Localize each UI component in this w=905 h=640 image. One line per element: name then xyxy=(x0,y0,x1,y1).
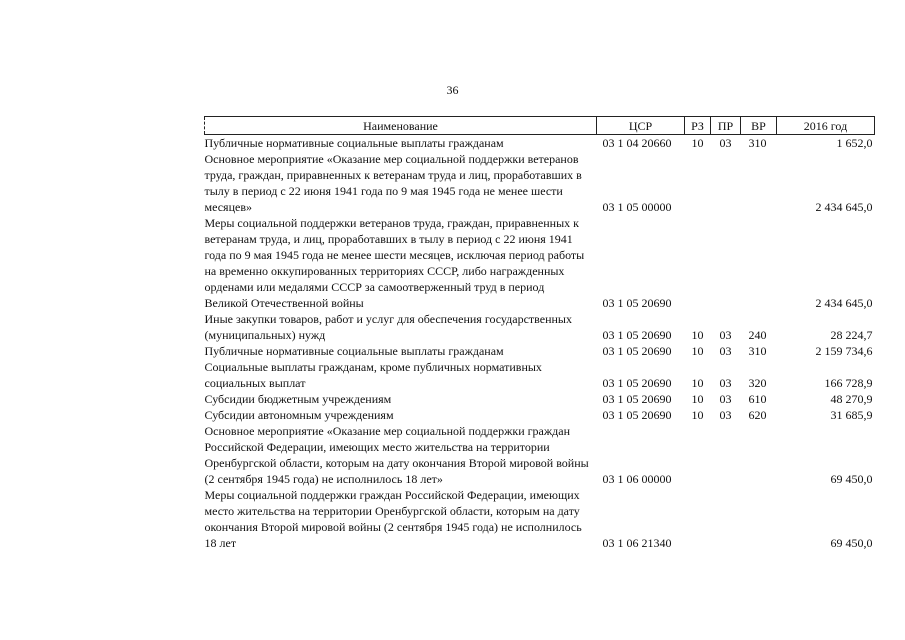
page-number: 36 xyxy=(446,83,459,97)
table-row xyxy=(205,311,875,343)
row-pr: 03 xyxy=(719,344,732,358)
row-rz: 10 xyxy=(691,392,704,406)
row-csr: 03 1 05 20690 xyxy=(602,296,672,310)
row-csr: 03 1 05 20690 xyxy=(602,344,672,358)
row-rz: 10 xyxy=(691,328,704,342)
table-row xyxy=(205,391,875,407)
table-row xyxy=(205,135,875,152)
table-row xyxy=(205,487,875,551)
row-csr: 03 1 05 20690 xyxy=(602,408,672,422)
row-name: Субсидии бюджетным учреждениям xyxy=(204,392,392,406)
row-amount: 69 450,0 xyxy=(830,472,873,486)
row-pr: 03 xyxy=(719,392,732,406)
header-csr: ЦСР xyxy=(597,117,685,135)
row-name: Публичные нормативные социальные выплаты гражданам xyxy=(204,136,504,150)
header-vr: ВР xyxy=(741,117,777,135)
row-csr: 03 1 06 21340 xyxy=(602,536,672,550)
row-amount: 28 224,7 xyxy=(830,328,873,342)
table-row xyxy=(205,423,875,487)
row-vr xyxy=(741,215,777,311)
row-name: Меры социальной поддержки граждан Российской Федерации, имеющих место жительства на территории Оренбургской области, которым на дату окончания Второй мировой войны (2 сентября 1945 года) не исполнилось 18 лет xyxy=(204,488,582,550)
header-name: Наименование xyxy=(205,117,597,135)
row-amount: 166 728,9 xyxy=(824,376,873,390)
row-rz: 10 xyxy=(691,344,704,358)
header-year: 2016 год xyxy=(777,117,875,135)
row-csr: 03 1 05 20690 xyxy=(602,328,672,342)
row-name: Основное мероприятие «Оказание мер социальной поддержки ветеранов труда, граждан, приравненных к ветеранам труда и лиц, проработавших в тылу в период с 22 июня 1941 года по 9 мая 1945 года не менее шести месяцев» xyxy=(204,152,582,214)
row-amount: 2 159 734,6 xyxy=(815,344,873,358)
row-amount: 1 652,0 xyxy=(836,136,873,150)
row-vr xyxy=(741,423,777,487)
row-rz xyxy=(685,423,711,487)
row-pr xyxy=(711,487,741,551)
row-name: Основное мероприятие «Оказание мер социальной поддержки граждан Российской Федерации, имеющих место жительства на территории Оренбургской области, которым на дату окончания Второй мировой войны (2 сентября 1945 года) не исполнилось 18 лет» xyxy=(204,424,589,486)
row-pr xyxy=(711,215,741,311)
row-rz: 10 xyxy=(691,376,704,390)
row-name: Социальные выплаты гражданам, кроме публичных нормативных социальных выплат xyxy=(204,360,542,390)
table-row xyxy=(205,215,875,311)
row-name: Субсидии автономным учреждениям xyxy=(204,408,394,422)
row-rz: 10 xyxy=(691,408,704,422)
row-vr xyxy=(741,487,777,551)
row-name: Иные закупки товаров, работ и услуг для обеспечения государственных (муниципальных) нужд xyxy=(204,312,572,342)
row-rz xyxy=(685,151,711,215)
row-amount: 2 434 645,0 xyxy=(815,296,873,310)
row-csr: 03 1 06 00000 xyxy=(602,472,672,486)
row-pr: 03 xyxy=(719,376,732,390)
table-row xyxy=(205,151,875,215)
row-amount: 48 270,9 xyxy=(830,392,873,406)
row-vr: 620 xyxy=(748,408,767,422)
row-rz xyxy=(685,487,711,551)
row-csr: 03 1 05 00000 xyxy=(602,200,672,214)
table-row xyxy=(205,343,875,359)
row-pr xyxy=(711,151,741,215)
row-vr: 320 xyxy=(748,376,767,390)
row-vr: 310 xyxy=(748,344,767,358)
row-pr: 03 xyxy=(719,136,732,150)
row-csr: 03 1 04 20660 xyxy=(602,136,672,150)
row-name: Публичные нормативные социальные выплаты гражданам xyxy=(204,344,504,358)
row-pr: 03 xyxy=(719,408,732,422)
row-vr: 240 xyxy=(748,328,767,342)
row-pr: 03 xyxy=(719,328,732,342)
row-vr: 310 xyxy=(748,136,767,150)
row-amount: 2 434 645,0 xyxy=(815,200,873,214)
table-row xyxy=(205,407,875,423)
table-row xyxy=(205,359,875,391)
row-csr: 03 1 05 20690 xyxy=(602,376,672,390)
row-rz xyxy=(685,215,711,311)
row-amount: 69 450,0 xyxy=(830,536,873,550)
table-body xyxy=(205,135,875,552)
header-pr: ПР xyxy=(711,117,741,135)
budget-table xyxy=(204,116,875,551)
row-name: Меры социальной поддержки ветеранов труда, граждан, приравненных к ветеранам труда, и лиц, проработавших в тылу в период с 22 июня 1941 года по 9 мая 1945 года не менее шести месяцев, исключая период работы на временно оккупированных территориях СССР, либо награжденных орденами или медалями СССР за самоотверженный труд в период Великой Отечественной войны xyxy=(204,216,585,310)
table-header xyxy=(205,117,875,135)
header-rz: РЗ xyxy=(685,117,711,135)
row-amount: 31 685,9 xyxy=(830,408,873,422)
row-rz: 10 xyxy=(691,136,704,150)
row-vr: 610 xyxy=(748,392,767,406)
row-pr xyxy=(711,423,741,487)
row-vr xyxy=(741,151,777,215)
row-csr: 03 1 05 20690 xyxy=(602,392,672,406)
